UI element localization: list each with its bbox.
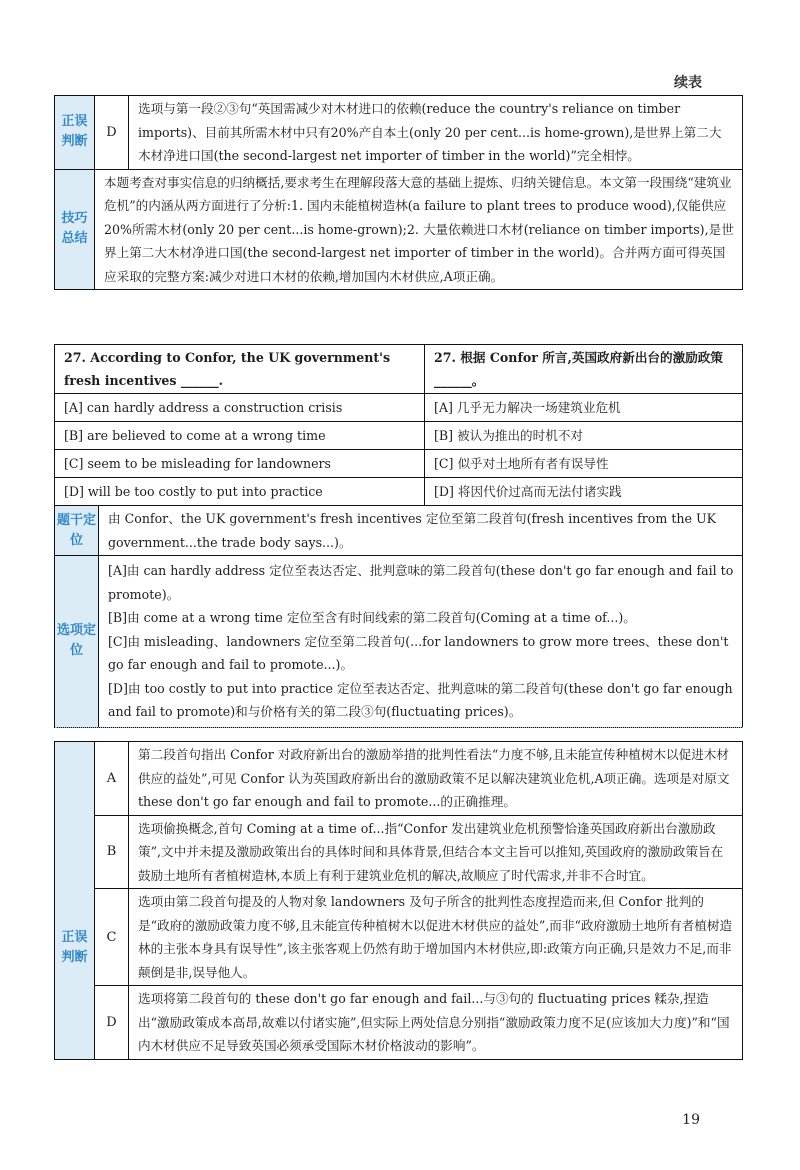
judgement-text-a: 第二段首句指出 Confor 对政府新出台的激励举措的批判性看法“力度不够,且未能宣传种植树木以促进木材供应的益处”,可见 Confor 认为英国政府新出台的激励政策不足以解决建筑业危机,A项正确。选项是对原文 these don't go far enough and fail to promote...的正确推理。 xyxy=(129,742,743,816)
question-27-en: 27. According to Confor, the UK government's fresh incentives ______. xyxy=(55,345,425,394)
option-letter-a: A xyxy=(95,742,129,816)
option-location-a: [A]由 can hardly address 定位至表达否定、批判意味的第二段首句(these don't go far enough and fail to promote)。 xyxy=(108,563,734,602)
label-stem-location: 题干定位 xyxy=(55,506,99,556)
option-c-zh: [C] 似乎对土地所有者有误导性 xyxy=(425,450,743,478)
judgement-box-bottom xyxy=(54,741,743,1060)
dotted-divider xyxy=(55,727,743,728)
question-27-box xyxy=(54,344,743,728)
label-technique-summary: 技巧总结 xyxy=(55,169,95,290)
label-judgement-bottom: 正误判断 xyxy=(55,742,95,1060)
label-option-location: 选项定位 xyxy=(55,556,99,728)
option-a-en: [A] can hardly address a construction crisis xyxy=(55,394,425,422)
option-location-c: [C]由 misleading、landowners 定位至第二段首句(...for landowners to grow more trees、these don't go far enough and fail to promote...)。 xyxy=(108,633,729,672)
stem-location-text: 由 Confor、the UK government's fresh incentives 定位至第二段首句(fresh incentives from the UK government...the trade body says...)。 xyxy=(99,506,743,556)
option-location-d: [D]由 too costly to put into practice 定位至表达否定、批判意味的第二段首句(these don't go far enough and fail to promote)和与价格有关的第二段③句(fluctuating prices)。 xyxy=(108,680,733,719)
option-b-zh: [B] 被认为推出的时机不对 xyxy=(425,422,743,450)
technique-summary-text: 本题考查对事实信息的归纳概括,要求考生在理解段落大意的基础上提炼、归纳关键信息。本文第一段围绕“建筑业危机”的内涵从两方面进行了分析:1. 国内未能植树造林(a failure to plant trees to produce wood),仅能供应20%所需木材(only 20 per cent...is home-grown);2. 大量依赖进口木材(reliance on timber imports),是世界上第二大木材净进口国(the second-largest net importer of timber in the world)。合并两方面可得英国应采取的完整方案:减少对进口木材的依赖,增加国内木材供应,A项正确。 xyxy=(95,169,743,290)
option-letter-d-bottom: D xyxy=(95,986,129,1060)
continued-header: 续表 xyxy=(674,75,702,91)
option-letter-d: D xyxy=(95,96,129,170)
option-b-en: [B] are believed to come at a wrong time xyxy=(55,422,425,450)
judgement-text-d-bottom: 选项将第二段首句的 these don't go far enough and fail...与③句的 fluctuating prices 糅杂,捏造出“激励政策成本高昂,故难以付诸实施”,但实际上两处信息分别指“激励政策力度不足(应该加大力度)”和“国内木材供应不足导致英国必须承受国际木材价格波动的影响”。 xyxy=(129,986,743,1060)
label-judgement: 正误判断 xyxy=(55,96,95,170)
option-a-zh: [A] 几乎无力解决一场建筑业危机 xyxy=(425,394,743,422)
option-location-list xyxy=(99,556,743,728)
judgement-box-top xyxy=(54,95,743,290)
option-d-en: [D] will be too costly to put into practice xyxy=(55,478,425,506)
judgement-text-b: 选项偷换概念,首句 Coming at a time of...指“Confor 发出建筑业危机预警恰逢英国政府新出台激励政策”,文中并未提及激励政策出台的具体时间和具体背景,但结合本文主旨可以推知,英国政府的激励政策旨在鼓励土地所有者植树造林,本质上有利于建筑业危机的解决,故顺应了时代需求,并非不合时宜。 xyxy=(129,815,743,889)
option-c-en: [C] seem to be misleading for landowners xyxy=(55,450,425,478)
option-location-b: [B]由 come at a wrong time 定位至含有时间线索的第二段首句(Coming at a time of...)。 xyxy=(108,610,636,625)
option-letter-c: C xyxy=(95,889,129,986)
option-letter-b: B xyxy=(95,815,129,889)
question-27-zh: 27. 根据 Confor 所言,英国政府新出台的激励政策______。 xyxy=(425,345,743,394)
judgement-text-d: 选项与第一段②③句“英国需减少对木材进口的依赖(reduce the country's reliance on timber imports)、目前其所需木材中只有20%产自本土(only 20 per cent...is home-grown),是世界上第二大木材净进口国(the second-largest net importer of timber in the world)”完全相悖。 xyxy=(129,96,743,170)
page-number: 19 xyxy=(682,1112,700,1128)
judgement-text-c: 选项由第二段首句提及的人物对象 landowners 及句子所含的批判性态度捏造而来,但 Confor 批判的是“政府的激励政策力度不够,且未能宣传种植树木以促进木材供应的益处”,而非“政府激励土地所有者植树造林的主张本身具有误导性”,该主张客观上仍然有助于增加国内木材供应,即:政策方向正确,只是效力不足,而非颠倒是非,误导他人。 xyxy=(129,889,743,986)
option-d-zh: [D] 将因代价过高而无法付诸实践 xyxy=(425,478,743,506)
